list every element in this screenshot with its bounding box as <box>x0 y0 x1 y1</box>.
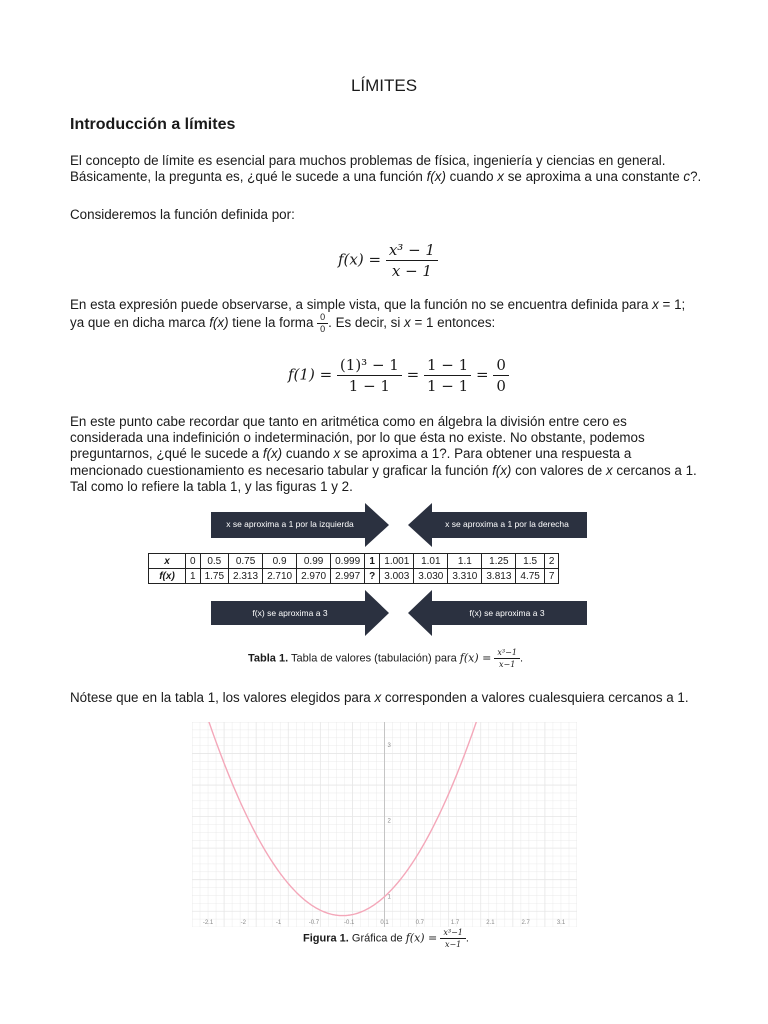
x-tick-label: -1 <box>275 920 282 926</box>
table-cell-fx: 3.813 <box>482 569 516 584</box>
x-tick-label: -0.7 <box>308 920 320 926</box>
table-cell-x: 1.25 <box>482 554 516 569</box>
table-cell-x: 0.75 <box>229 554 263 569</box>
paragraph-consider: Consideremos la función definida por: <box>70 207 295 222</box>
x-tick-label: -0.1 <box>344 920 355 926</box>
x-tick-label: 0.1 <box>380 920 389 926</box>
table-cell-x: 2 <box>544 554 559 569</box>
table-cell-fx: 3.030 <box>414 569 448 584</box>
x-tick-label: 1.7 <box>450 920 460 926</box>
table-row-x <box>149 554 559 569</box>
section-heading: Introducción a límites <box>70 116 236 133</box>
x-tick-label: -2.1 <box>202 920 214 926</box>
x-tick-label: -2 <box>240 920 246 926</box>
x-tick-label: 2.1 <box>486 920 495 926</box>
x-tick-label: 3.1 <box>556 920 566 926</box>
paragraph-undefined: En esta expresión puede observarse, a simple vista, que la función no se encuentra definida para x = 1; ya que en dicha marca f(x) tiene la forma $\frac{0}{0}$ . Es decir, si x = 1 entonces: <box>70 297 686 335</box>
paragraph-indeterminate: En este punto cabe recordar que tanto en aritmética como en álgebra la división entre cero es considerada una indefinición o indeterminación, por lo que ésta no existe. No obstante, podemos preguntarnos, ¿qué le sucede a f(x) cuando x se aproxima a 1?. Para obtener una respuesta a mencionado cuestionamiento es necesario tabular y graficar la función f(x) con valores de x cercanos a 1. Tal como lo refiere la tabla 1, y las figuras 1 y 2. <box>70 414 697 494</box>
x-tick-label: 2.7 <box>521 920 530 926</box>
table-cell-fx: 2.710 <box>263 569 297 584</box>
table-caption: Tabla 1. Tabla de valores (tabulación) para f(x) = $\frac{\text{x³−1}}{x-1}$ . <box>248 648 523 669</box>
arrow-label-right-bottom: f(x) se aproxima a 3 <box>469 608 545 618</box>
table-cell-x: 0 <box>186 554 201 569</box>
table-cell-x: 1.5 <box>516 554 544 569</box>
x-tick-label: 0.7 <box>415 920 424 926</box>
table-cell-x: 0.999 <box>331 554 365 569</box>
y-tick-label: 2 <box>387 818 391 825</box>
function-graph <box>192 722 577 927</box>
table-cell-x: 1.01 <box>414 554 448 569</box>
table-cell-fx: 1 <box>186 569 201 584</box>
table-cell-x: 1.1 <box>448 554 482 569</box>
arrow-label-left-top: x se aproxima a 1 por la izquierda <box>226 519 354 529</box>
table-cell-fx: 3.003 <box>380 569 414 584</box>
y-tick-label: 3 <box>387 742 391 749</box>
table-cell-fx: 2.970 <box>297 569 331 584</box>
paragraph-note: Nótese que en la tabla 1, los valores elegidos para x corresponden a valores cualesquiera cercanos a 1. <box>70 690 689 705</box>
table-cell-x: 1.001 <box>380 554 414 569</box>
table-cell-fx: 3.310 <box>448 569 482 584</box>
table-cell-x: 0.99 <box>297 554 331 569</box>
table-header-fx: f(x) <box>149 569 186 584</box>
paragraph-intro: El concepto de límite es esencial para muchos problemas de física, ingeniería y ciencias en general. Básicamente, la pregunta es, ¿qué le sucede a una función f(x) cuando x se aproxima a una constante c?. <box>70 153 702 185</box>
table-row-f <box>149 569 559 584</box>
values-table <box>148 553 559 584</box>
equation-evaluation: f(1) = $\frac{\text{(1)³ − 1}}{1 - 1}$ = $\frac{1 - 1}{1 - 1}$ = $\frac{0}{0}$ <box>288 356 509 395</box>
table-cell-x: 1 <box>365 554 380 569</box>
page-title: LÍMITES <box>350 76 418 95</box>
table-cell-fx: 1.75 <box>200 569 228 584</box>
equation-function: f(x) = $\frac{\text{x³ − 1}}{x - 1}$ <box>338 241 438 280</box>
table-cell-x: 0.9 <box>263 554 297 569</box>
y-tick-label: 1 <box>387 894 391 901</box>
table-cell-fx: 2.313 <box>229 569 263 584</box>
table-cell-fx: ? <box>365 569 380 584</box>
table-cell-fx: 4.75 <box>516 569 544 584</box>
table-cell-fx: 7 <box>544 569 559 584</box>
table-cell-x: 0.5 <box>200 554 228 569</box>
function-curve <box>202 722 483 916</box>
table-header-x: x <box>149 554 186 569</box>
figure-caption: Figura 1. Gráfica de f(x) = $\frac{\text{x³−1}}{x-1}$ . <box>303 928 469 949</box>
arrow-label-right-top: x se aproxima a 1 por la derecha <box>445 519 569 529</box>
arrow-label-left-bottom: f(x) se aproxima a 3 <box>252 608 328 618</box>
table-cell-fx: 2.997 <box>331 569 365 584</box>
